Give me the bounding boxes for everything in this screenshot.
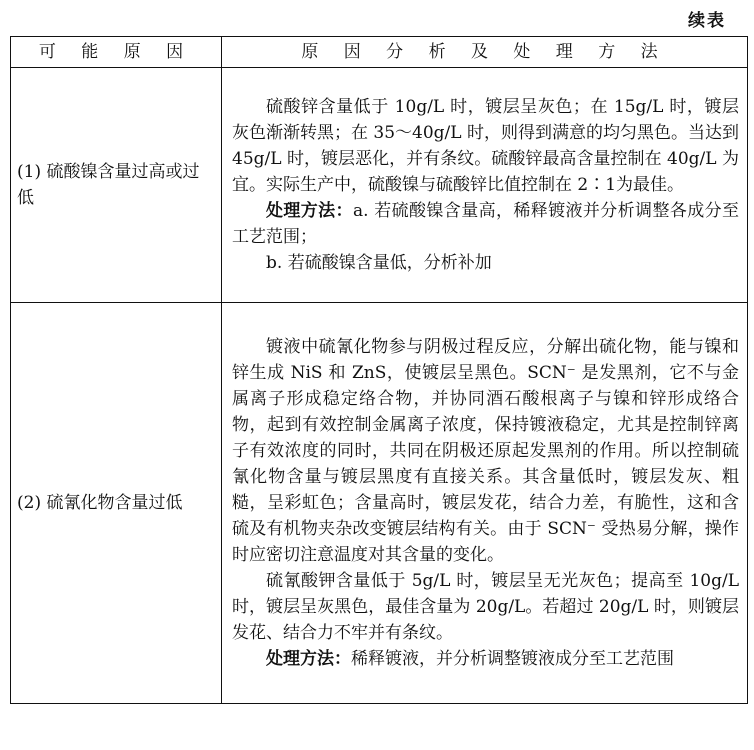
method-paragraph-b: b. 若硫酸镍含量低，分析补加 xyxy=(266,253,492,273)
analysis-paragraph: 镀液中硫氰化物参与阴极过程反应，分解出硫化物，能与镍和锌生成 NiS 和 ZnS，使镀层呈黑色。SCN⁻ 是发黑剂，它不与金属离子形成稳定络合物，并协同酒石酸根离子与镍和锌形成络合物，起到有效控制金属离子浓度，保持镀液稳定，尤其是控制锌离子有效浓度的同时，共同在阴极还原起发黑剂的作用。所以控制硫氰化物含量与镀层黑度有直接关系。其含量低时，镀层发灰、粗糙，呈彩虹色；含量高时，镀层发花，结合力差，有脆性，这和含硫及有机物夹杂改变镀层结构有关。由于 SCN⁻ 受热易分解，操作时应密切注意温度对其含量的变化。 xyxy=(232,337,739,565)
cause-cell xyxy=(11,68,222,303)
analysis-paragraph: 硫酸锌含量低于 10g/L 时，镀层呈灰色；在 15g/L 时，镀层灰色渐渐转黑；在 35～40g/L 时，则得到满意的均匀黑色。当达到 45g/L 时，镀层恶化，并有条纹。硫酸锌最高含量控制在 40g/L 为宜。实际生产中，硫酸镍与硫酸锌比值控制在 2∶1为最佳。 xyxy=(232,97,739,195)
method-label: 处理方法： xyxy=(266,201,353,221)
header-analysis-method: 原 因 分 析 及 处 理 方 法 xyxy=(222,37,748,68)
analysis-cell xyxy=(222,68,748,303)
analysis-cell xyxy=(222,303,748,704)
method-label: 处理方法： xyxy=(266,649,351,669)
table-row xyxy=(11,68,748,303)
table-row xyxy=(11,303,748,704)
analysis-paragraph: 硫氰酸钾含量低于 5g/L 时，镀层呈无光灰色；提高至 10g/L 时，镀层呈灰黑色，最佳含量为 20g/L。若超过 20g/L 时，则镀层发花、结合力不牢并有条纹。 xyxy=(232,571,739,643)
table-header-row xyxy=(11,37,748,68)
method-text-a: a. 若硫酸镍含量高，稀释镀液并分析调整各成分至工艺范围； xyxy=(232,201,739,247)
cause-analysis-table xyxy=(10,36,748,704)
method-paragraph xyxy=(232,198,739,250)
cause-cell xyxy=(11,303,222,704)
cause-text: (1) 硫酸镍含量过高或过低 xyxy=(17,162,200,208)
continuation-label: 续表 xyxy=(688,11,726,31)
method-text-a: 稀释镀液，并分析调整镀液成分至工艺范围 xyxy=(351,649,674,669)
method-paragraph xyxy=(232,646,739,672)
header-possible-cause: 可 能 原 因 xyxy=(11,37,222,68)
cause-text: (2) 硫氰化物含量过低 xyxy=(17,493,183,513)
